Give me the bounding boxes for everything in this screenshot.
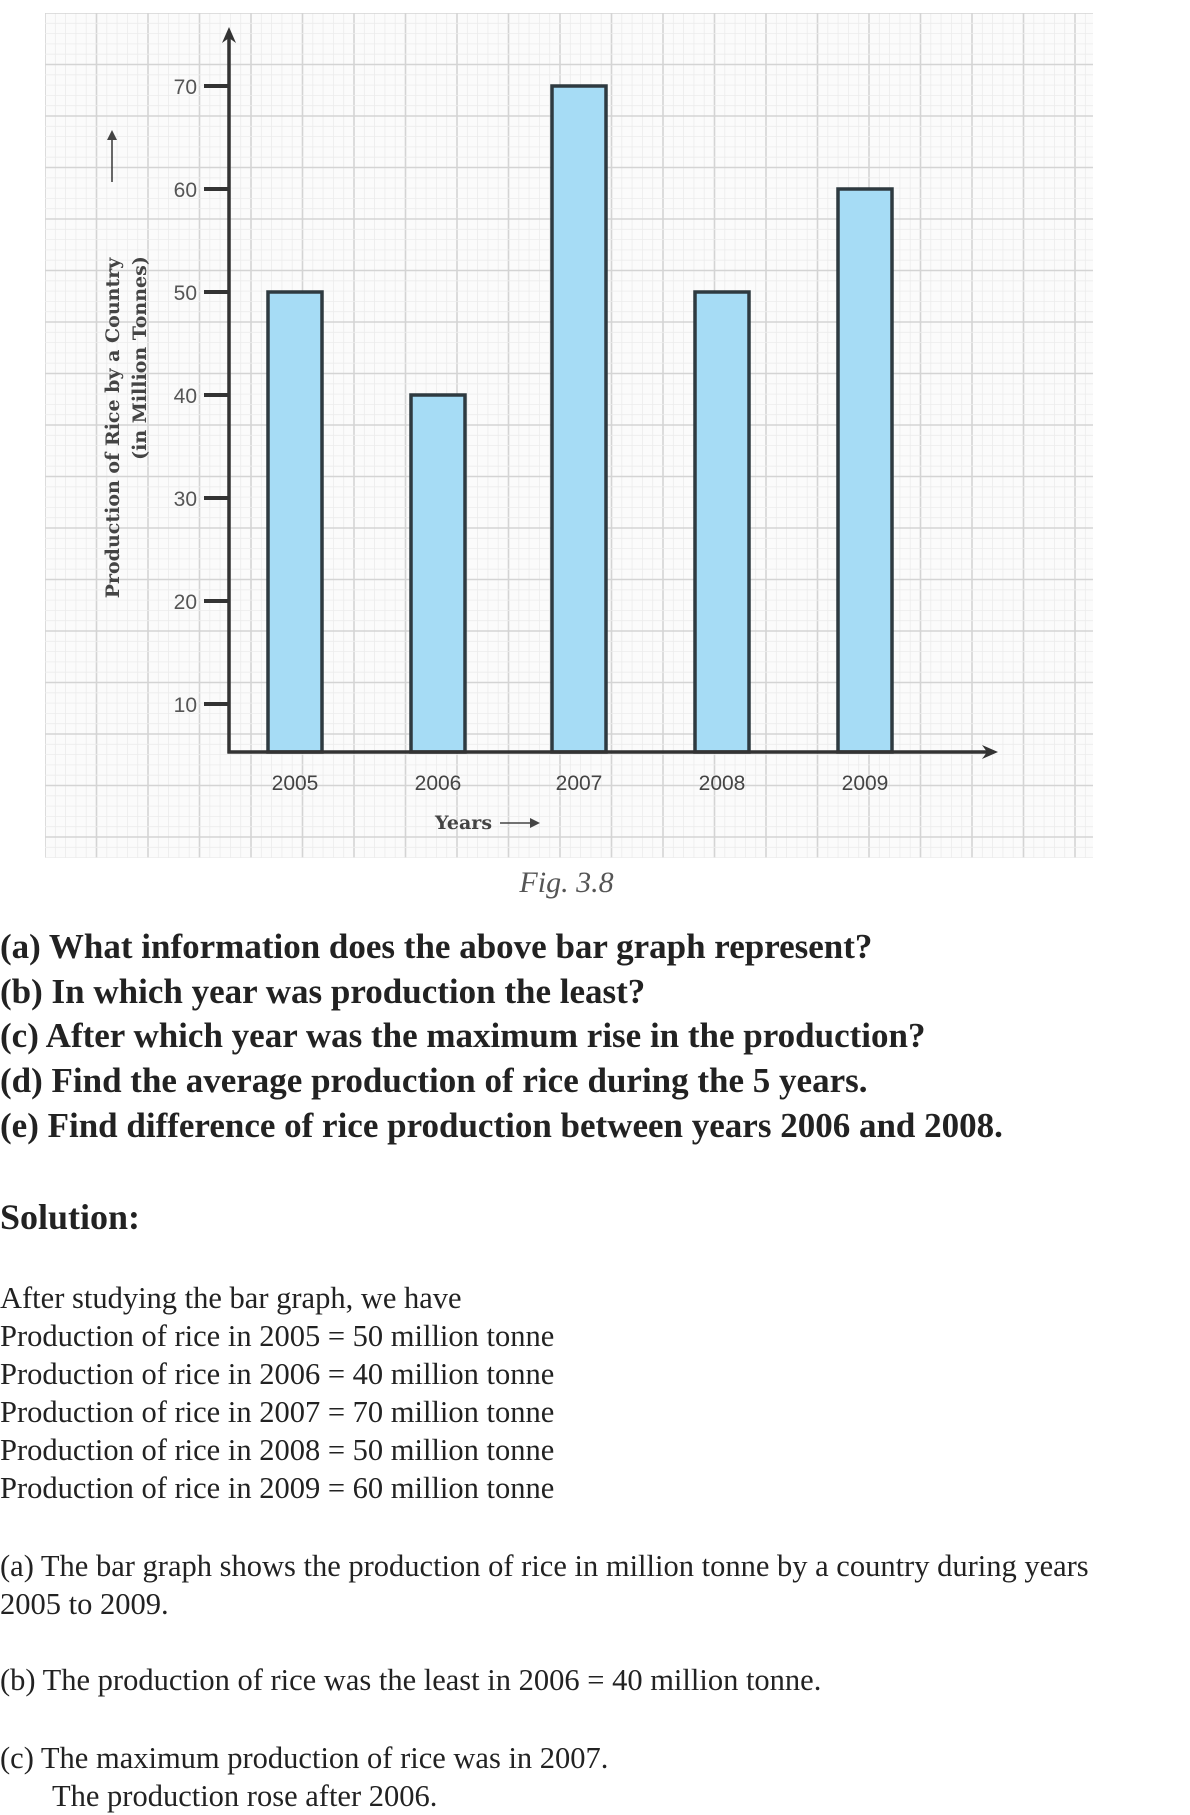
answer-a-line2: 2005 to 2009.: [0, 1587, 169, 1621]
y-tick-label-40: 40: [173, 385, 197, 408]
answer-c-line2: The production rose after 2006.: [52, 1779, 438, 1813]
x-tick-label-2007: 2007: [555, 772, 603, 795]
y-tick-label-50: 50: [173, 282, 197, 305]
answer-b: (b) The production of rice was the least in 2006 = 40 million tonne.: [0, 1663, 822, 1697]
x-tick-label-2008: 2008: [698, 772, 746, 795]
y-tick-label-70: 70: [173, 76, 197, 99]
chart-canvas: [45, 13, 1093, 858]
reading-2007: Production of rice in 2007 = 70 million tonne: [0, 1395, 555, 1429]
reading-2008: Production of rice in 2008 = 50 million tonne: [0, 1433, 555, 1467]
solution-heading: Solution:: [0, 1197, 141, 1237]
y-axis-title-line1: Production of Rice by a Country: [102, 257, 124, 599]
y-tick-label-20: 20: [173, 591, 197, 614]
y-tick-label-30: 30: [173, 488, 197, 511]
answer-a-line1: (a) The bar graph shows the production of rice in million tonne by a country during years: [0, 1549, 1089, 1583]
answer-c-line1: (c) The maximum production of rice was in 2007.: [0, 1741, 609, 1775]
bar-2005: [268, 292, 322, 752]
bar-2006: [411, 395, 465, 752]
answer-a: [0, 1547, 1089, 1623]
bar-chart: [45, 13, 1093, 858]
questions-list: [0, 925, 1003, 1148]
y-tick-label-10: 10: [173, 694, 197, 717]
question-a: (a) What information does the above bar graph represent?: [0, 927, 873, 966]
figure-caption: Fig. 3.8: [519, 866, 614, 899]
solution-intro: After studying the bar graph, we have: [0, 1281, 462, 1315]
bar-2009: [838, 189, 892, 752]
answer-c: [0, 1739, 608, 1815]
bar-2007: [552, 86, 606, 752]
solution-readings: [0, 1279, 554, 1507]
reading-2005: Production of rice in 2005 = 50 million tonne: [0, 1319, 555, 1353]
question-c: (c) After which year was the maximum rise in the production?: [0, 1016, 926, 1056]
x-axis-title: Years: [435, 812, 493, 834]
reading-2006: Production of rice in 2006 = 40 million tonne: [0, 1357, 555, 1391]
question-e: (e) Find difference of rice production between years 2006 and 2008.: [0, 1105, 1003, 1145]
bar-2008: [695, 292, 749, 752]
y-axis-title-line2: (in Million Tonnes): [129, 256, 151, 460]
x-tick-label-2006: 2006: [414, 772, 462, 795]
question-b: (b) In which year was production the least?: [0, 971, 646, 1011]
question-d: (d) Find the average production of rice during the 5 years.: [0, 1061, 868, 1101]
x-tick-label-2009: 2009: [841, 772, 889, 795]
x-tick-label-2005: 2005: [271, 772, 319, 795]
y-tick-label-60: 60: [173, 179, 197, 202]
reading-2009: Production of rice in 2009 = 60 million tonne: [0, 1471, 555, 1505]
